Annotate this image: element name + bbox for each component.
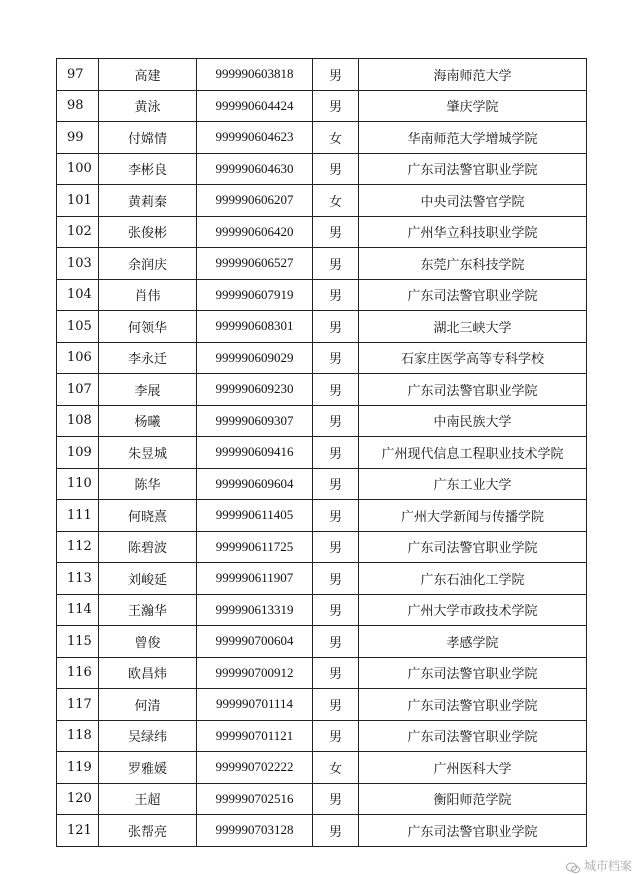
person-name-cell: 李永迁 <box>99 342 197 374</box>
table-row <box>57 122 587 154</box>
table-row <box>57 720 587 752</box>
gender-cell: 男 <box>313 279 359 311</box>
school-name-cell: 广东司法警官职业学院 <box>359 657 587 689</box>
row-number-cell: 109 <box>57 437 99 469</box>
gender-cell: 男 <box>313 311 359 343</box>
watermark-text: 城市档案 <box>583 859 632 873</box>
person-name-cell: 曾俊 <box>99 626 197 658</box>
school-name-cell: 肇庆学院 <box>359 90 587 122</box>
row-number-cell: 102 <box>57 216 99 248</box>
gender-cell: 男 <box>313 783 359 815</box>
school-name-cell: 石家庄医学高等专科学校 <box>359 342 587 374</box>
table-row <box>57 563 587 595</box>
person-name-cell: 李展 <box>99 374 197 406</box>
candidate-id-cell: 999990702222 <box>197 752 313 784</box>
candidate-id-cell: 999990609604 <box>197 468 313 500</box>
person-name-cell: 李彬良 <box>99 153 197 185</box>
person-name-cell: 何晓熹 <box>99 500 197 532</box>
candidate-id-cell: 999990701114 <box>197 689 313 721</box>
school-name-cell: 广州医科大学 <box>359 752 587 784</box>
candidate-id-cell: 999990608301 <box>197 311 313 343</box>
gender-cell: 男 <box>313 626 359 658</box>
row-number-cell: 105 <box>57 311 99 343</box>
school-name-cell: 广州现代信息工程职业技术学院 <box>359 437 587 469</box>
candidate-id-cell: 999990604630 <box>197 153 313 185</box>
person-name-cell: 黄莉秦 <box>99 185 197 217</box>
gender-cell: 男 <box>313 500 359 532</box>
candidate-id-cell: 999990607919 <box>197 279 313 311</box>
gender-cell: 男 <box>313 594 359 626</box>
school-name-cell: 孝感学院 <box>359 626 587 658</box>
person-name-cell: 杨曦 <box>99 405 197 437</box>
gender-cell: 男 <box>313 342 359 374</box>
school-name-cell: 中央司法警官学院 <box>359 185 587 217</box>
candidate-id-cell: 999990611405 <box>197 500 313 532</box>
candidate-id-cell: 999990702516 <box>197 783 313 815</box>
gender-cell: 男 <box>313 248 359 280</box>
person-name-cell: 张帮亮 <box>99 815 197 847</box>
school-name-cell: 广东工业大学 <box>359 468 587 500</box>
gender-cell: 男 <box>313 59 359 91</box>
row-number-cell: 100 <box>57 153 99 185</box>
school-name-cell: 广东司法警官职业学院 <box>359 531 587 563</box>
candidate-id-cell: 999990606420 <box>197 216 313 248</box>
gender-cell: 男 <box>313 216 359 248</box>
school-name-cell: 广东司法警官职业学院 <box>359 689 587 721</box>
candidate-id-cell: 999990609416 <box>197 437 313 469</box>
candidate-id-cell: 999990604424 <box>197 90 313 122</box>
school-name-cell: 华南师范大学增城学院 <box>359 122 587 154</box>
gender-cell: 男 <box>313 689 359 721</box>
table-row <box>57 500 587 532</box>
person-name-cell: 欧昌炜 <box>99 657 197 689</box>
person-name-cell: 吴绿纬 <box>99 720 197 752</box>
row-number-cell: 115 <box>57 626 99 658</box>
table-row <box>57 342 587 374</box>
gender-cell: 男 <box>313 405 359 437</box>
school-name-cell: 衡阳师范学院 <box>359 783 587 815</box>
row-number-cell: 107 <box>57 374 99 406</box>
candidate-id-cell: 999990703128 <box>197 815 313 847</box>
table-row <box>57 216 587 248</box>
person-name-cell: 付嫦情 <box>99 122 197 154</box>
candidate-id-cell: 999990700912 <box>197 657 313 689</box>
table-row <box>57 374 587 406</box>
gender-cell: 男 <box>313 563 359 595</box>
school-name-cell: 广东司法警官职业学院 <box>359 374 587 406</box>
table-row <box>57 59 587 91</box>
gender-cell: 男 <box>313 90 359 122</box>
person-name-cell: 朱昱城 <box>99 437 197 469</box>
table-row <box>57 153 587 185</box>
row-number-cell: 116 <box>57 657 99 689</box>
row-number-cell: 104 <box>57 279 99 311</box>
row-number-cell: 121 <box>57 815 99 847</box>
candidate-id-cell: 999990613319 <box>197 594 313 626</box>
gender-cell: 男 <box>313 720 359 752</box>
gender-cell: 女 <box>313 185 359 217</box>
row-number-cell: 106 <box>57 342 99 374</box>
roster-table-body <box>57 59 587 847</box>
gender-cell: 女 <box>313 752 359 784</box>
row-number-cell: 119 <box>57 752 99 784</box>
table-row <box>57 594 587 626</box>
table-row <box>57 815 587 847</box>
table-row <box>57 311 587 343</box>
school-name-cell: 广东司法警官职业学院 <box>359 815 587 847</box>
school-name-cell: 广州大学市政技术学院 <box>359 594 587 626</box>
school-name-cell: 湖北三峡大学 <box>359 311 587 343</box>
roster-table-container <box>56 58 586 847</box>
candidate-id-cell: 999990603818 <box>197 59 313 91</box>
table-row <box>57 752 587 784</box>
gender-cell: 男 <box>313 657 359 689</box>
table-row <box>57 90 587 122</box>
candidate-id-cell: 999990609230 <box>197 374 313 406</box>
gender-cell: 男 <box>313 437 359 469</box>
candidate-id-cell: 999990606527 <box>197 248 313 280</box>
row-number-cell: 120 <box>57 783 99 815</box>
gender-cell: 男 <box>313 468 359 500</box>
roster-table <box>56 58 587 847</box>
table-row <box>57 405 587 437</box>
table-row <box>57 185 587 217</box>
table-row <box>57 657 587 689</box>
candidate-id-cell: 999990700604 <box>197 626 313 658</box>
table-row <box>57 437 587 469</box>
school-name-cell: 广州华立科技职业学院 <box>359 216 587 248</box>
candidate-id-cell: 999990606207 <box>197 185 313 217</box>
table-row <box>57 626 587 658</box>
person-name-cell: 黄泳 <box>99 90 197 122</box>
row-number-cell: 110 <box>57 468 99 500</box>
row-number-cell: 111 <box>57 500 99 532</box>
table-row <box>57 531 587 563</box>
row-number-cell: 103 <box>57 248 99 280</box>
candidate-id-cell: 999990604623 <box>197 122 313 154</box>
school-name-cell: 广东司法警官职业学院 <box>359 279 587 311</box>
row-number-cell: 112 <box>57 531 99 563</box>
person-name-cell: 高建 <box>99 59 197 91</box>
person-name-cell: 王超 <box>99 783 197 815</box>
school-name-cell: 广州大学新闻与传播学院 <box>359 500 587 532</box>
table-row <box>57 279 587 311</box>
row-number-cell: 97 <box>57 59 99 91</box>
school-name-cell: 广东司法警官职业学院 <box>359 153 587 185</box>
table-row <box>57 468 587 500</box>
school-name-cell: 广东司法警官职业学院 <box>359 720 587 752</box>
person-name-cell: 余润庆 <box>99 248 197 280</box>
candidate-id-cell: 999990611907 <box>197 563 313 595</box>
gender-cell: 男 <box>313 374 359 406</box>
table-row <box>57 689 587 721</box>
row-number-cell: 117 <box>57 689 99 721</box>
school-name-cell: 海南师范大学 <box>359 59 587 91</box>
gender-cell: 男 <box>313 815 359 847</box>
row-number-cell: 99 <box>57 122 99 154</box>
person-name-cell: 刘峻延 <box>99 563 197 595</box>
person-name-cell: 王瀚华 <box>99 594 197 626</box>
person-name-cell: 陈碧波 <box>99 531 197 563</box>
gender-cell: 女 <box>313 122 359 154</box>
person-name-cell: 罗雅媛 <box>99 752 197 784</box>
row-number-cell: 108 <box>57 405 99 437</box>
row-number-cell: 101 <box>57 185 99 217</box>
wechat-icon <box>566 862 580 874</box>
person-name-cell: 何领华 <box>99 311 197 343</box>
gender-cell: 男 <box>313 531 359 563</box>
person-name-cell: 何清 <box>99 689 197 721</box>
person-name-cell: 肖伟 <box>99 279 197 311</box>
row-number-cell: 114 <box>57 594 99 626</box>
table-row <box>57 783 587 815</box>
row-number-cell: 113 <box>57 563 99 595</box>
candidate-id-cell: 999990701121 <box>197 720 313 752</box>
row-number-cell: 118 <box>57 720 99 752</box>
school-name-cell: 广东石油化工学院 <box>359 563 587 595</box>
row-number-cell: 98 <box>57 90 99 122</box>
watermark <box>566 860 632 874</box>
candidate-id-cell: 999990609029 <box>197 342 313 374</box>
school-name-cell: 东莞广东科技学院 <box>359 248 587 280</box>
school-name-cell: 中南民族大学 <box>359 405 587 437</box>
gender-cell: 男 <box>313 153 359 185</box>
candidate-id-cell: 999990611725 <box>197 531 313 563</box>
candidate-id-cell: 999990609307 <box>197 405 313 437</box>
person-name-cell: 陈华 <box>99 468 197 500</box>
table-row <box>57 248 587 280</box>
person-name-cell: 张俊彬 <box>99 216 197 248</box>
